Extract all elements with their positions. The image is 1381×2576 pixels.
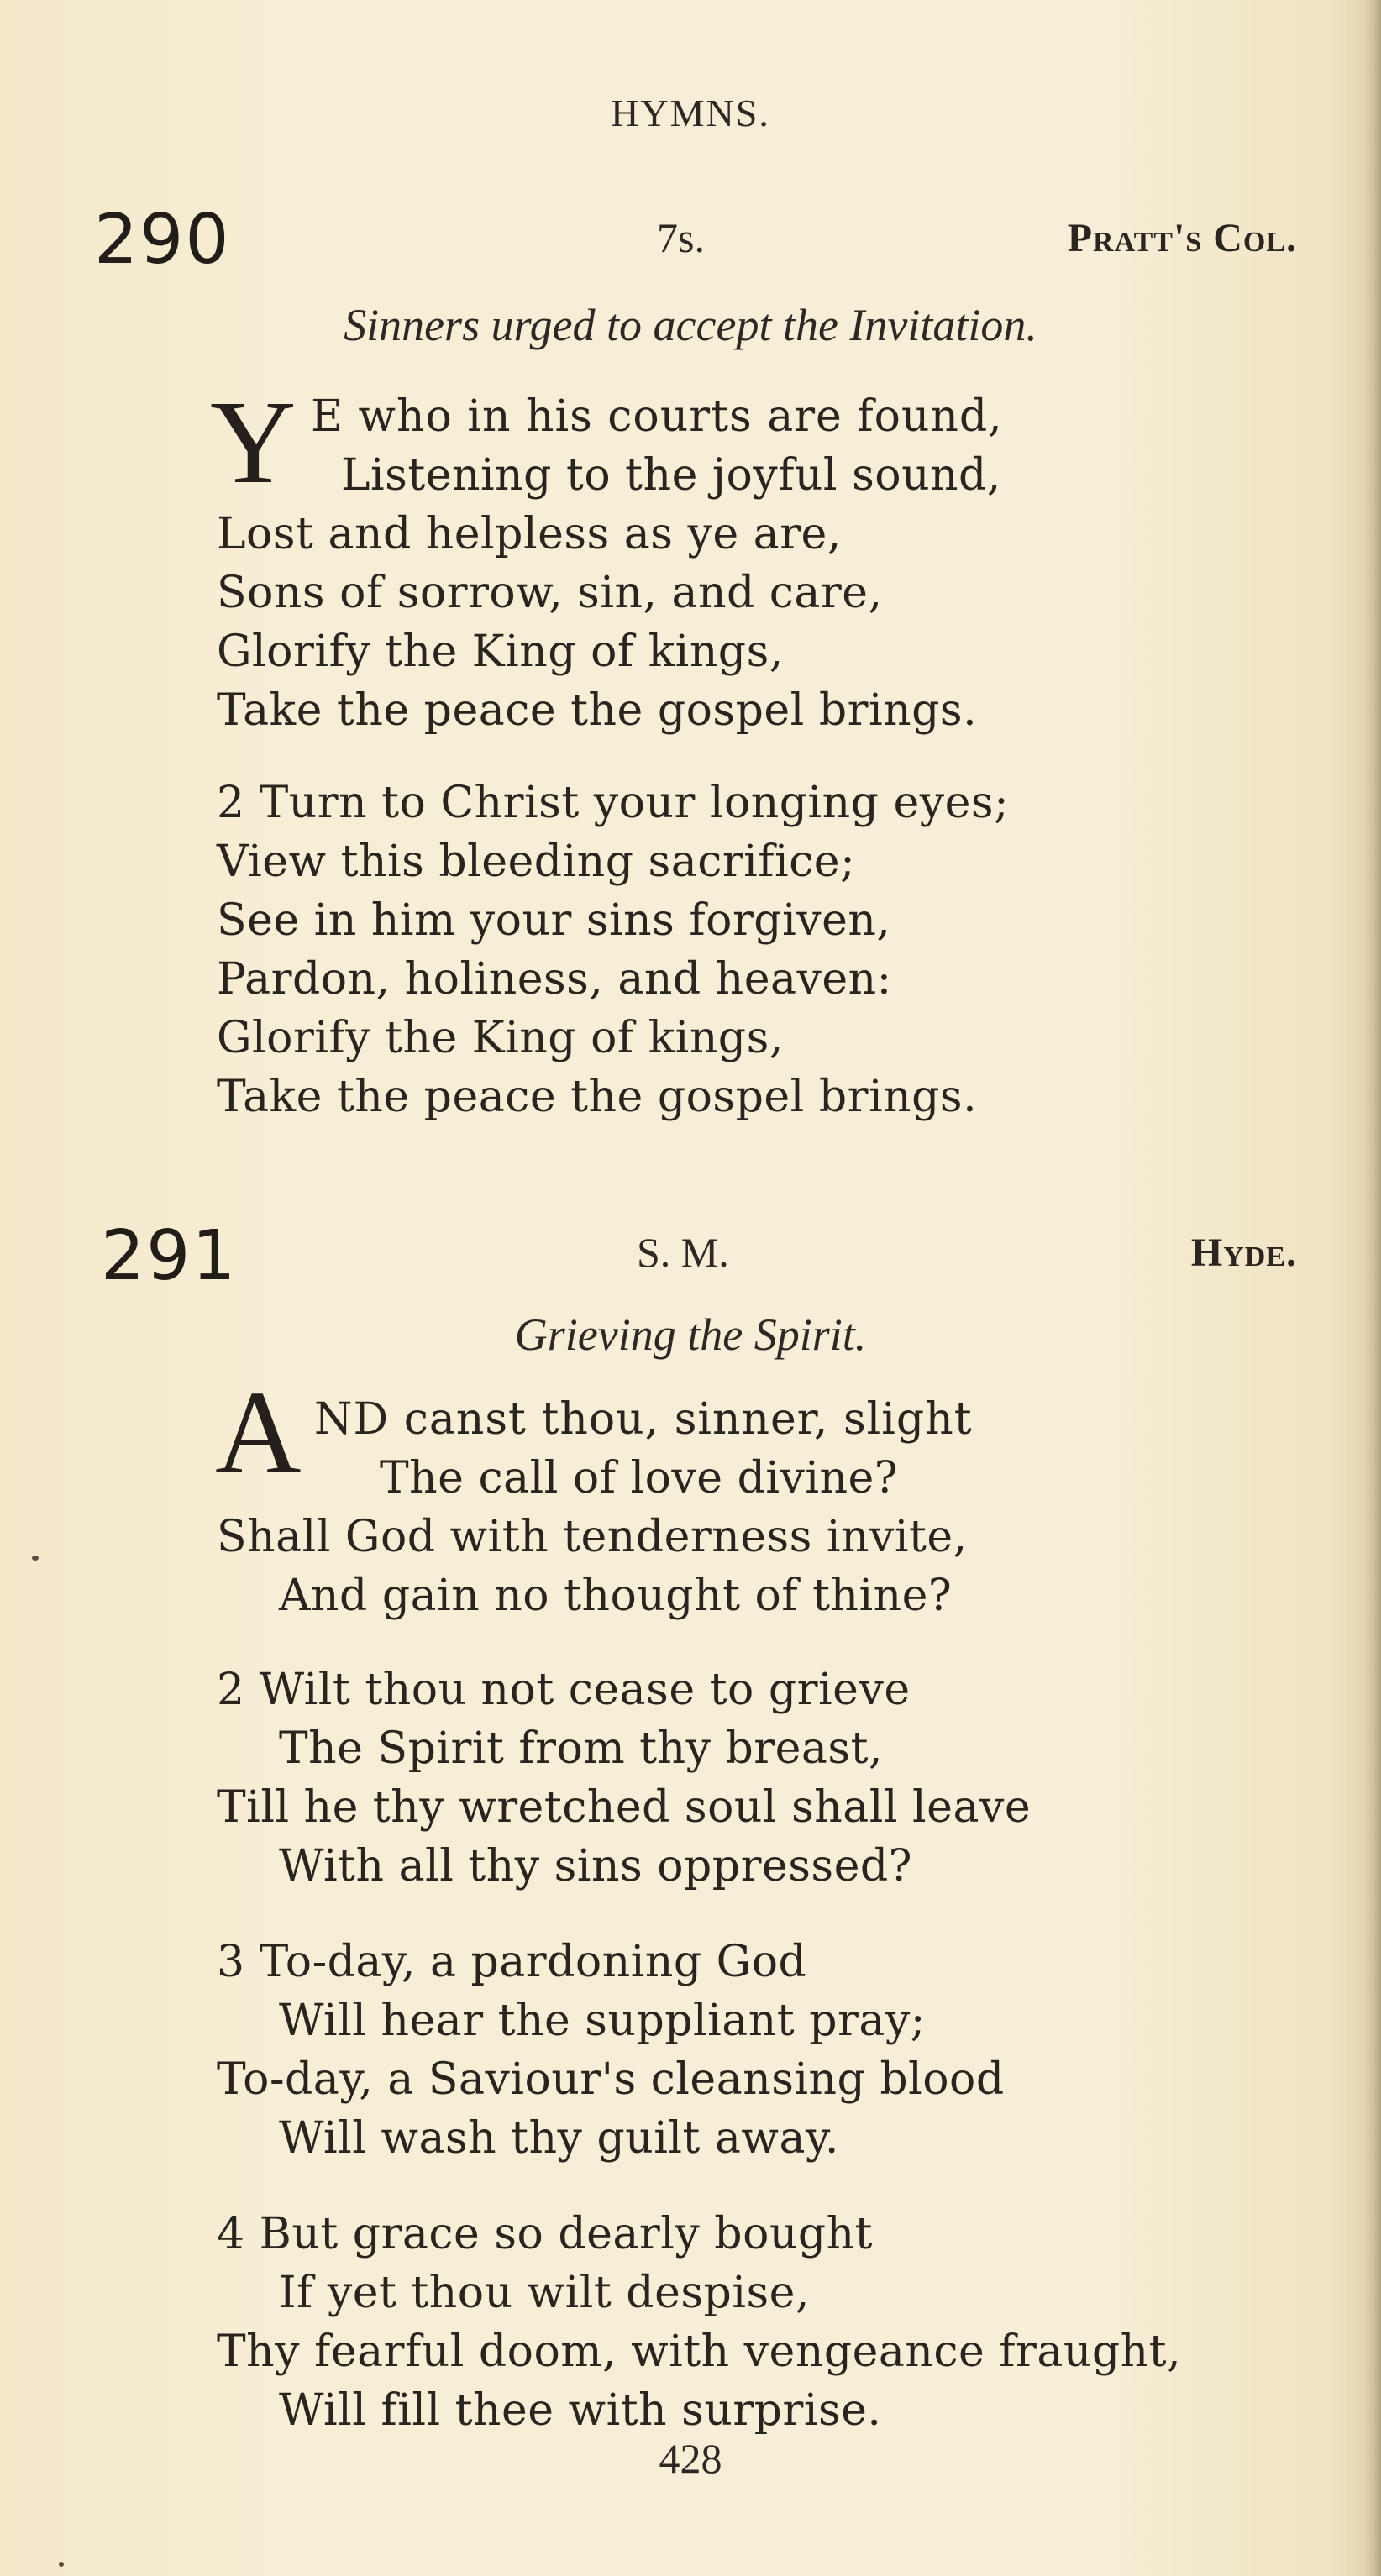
hymn-290-s2-line-6: Take the peace the gospel brings. <box>217 1072 978 1122</box>
hymn-number-291: 291 <box>101 1216 238 1296</box>
hymn-291-s3-line-1: 3 To-day, a pardoning God <box>217 1937 807 1987</box>
hymn-291-dropcap: A <box>215 1366 302 1498</box>
hymn-291-s2-line-1: 2 Wilt thou not cease to grieve <box>217 1665 911 1715</box>
hymn-291-s2-line-4: With all thy sins oppressed? <box>279 1841 913 1891</box>
hymn-290-dropcap: Y <box>210 375 297 508</box>
hymn-290-subtitle: Sinners urged to accept the Invitation. <box>344 300 1037 350</box>
hymn-291-subtitle: Grieving the Spirit. <box>514 1309 867 1360</box>
hymn-290-s2-line-1: 2 Turn to Christ your longing eyes; <box>217 778 1010 828</box>
hymn-291-s4-line-1: 4 But grace so dearly bought <box>217 2209 874 2259</box>
hymn-290-s2-line-5: Glorify the King of kings, <box>217 1013 784 1063</box>
hymn-290-meter: 7s. <box>657 214 705 261</box>
hymn-291-s3-line-4: Will wash thy guilt away. <box>279 2113 839 2164</box>
hymn-290-s1-line-6: Take the peace the gospel brings. <box>217 685 978 736</box>
hymn-291-first-line: ND canst thou, sinner, slight <box>314 1394 973 1445</box>
hymn-291-s3-line-3: To-day, a Saviour's cleansing blood <box>217 2054 1005 2105</box>
running-head: HYMNS. <box>611 92 770 134</box>
hymn-290-s2-line-2: View this bleeding sacrifice; <box>217 837 856 887</box>
paper-speck <box>59 2562 64 2567</box>
hymn-291-s4-line-4: Will fill thee with surprise. <box>279 2385 882 2436</box>
hymn-290-s1-line-4: Sons of sorrow, sin, and care, <box>217 568 883 618</box>
hymn-290-s2-line-4: Pardon, holiness, and heaven: <box>217 954 892 1005</box>
paper-speck <box>32 1556 39 1561</box>
hymn-290-s1-line-5: Glorify the King of kings, <box>217 627 784 677</box>
hymn-290-first-line: E who in his courts are found, <box>311 391 1003 442</box>
hymn-291-s1-line-3: Shall God with tenderness invite, <box>217 1512 968 1562</box>
page-gutter-shadow <box>1363 0 1381 2576</box>
hymn-291-meter: S. M. <box>637 1229 729 1276</box>
hymn-number-290: 290 <box>94 200 231 280</box>
hymn-290-tune: Pratt's Col. <box>1067 216 1297 260</box>
hymn-291-s2-line-3: Till he thy wretched soul shall leave <box>217 1782 1032 1833</box>
hymn-291-s1-line-4: And gain no thought of thine? <box>279 1571 953 1621</box>
hymn-291-s4-line-3: Thy fearful doom, with vengeance fraught, <box>217 2327 1182 2377</box>
hymn-290-s1-line-2: Listening to the joyful sound, <box>341 450 1001 501</box>
page-number: 428 <box>659 2435 722 2482</box>
hymn-291-s1-line-2: The call of love divine? <box>380 1453 899 1503</box>
hymn-290-s2-line-3: See in him your sins forgiven, <box>217 895 891 946</box>
hymn-290-s1-line-3: Lost and helpless as ye are, <box>217 509 842 559</box>
hymn-291-tune: Hyde. <box>1190 1230 1297 1275</box>
hymn-291-s3-line-2: Will hear the suppliant pray; <box>279 1996 926 2046</box>
hymn-291-s2-line-2: The Spirit from thy breast, <box>279 1723 884 1774</box>
hymn-291-s4-line-2: If yet thou wilt despise, <box>279 2268 810 2318</box>
